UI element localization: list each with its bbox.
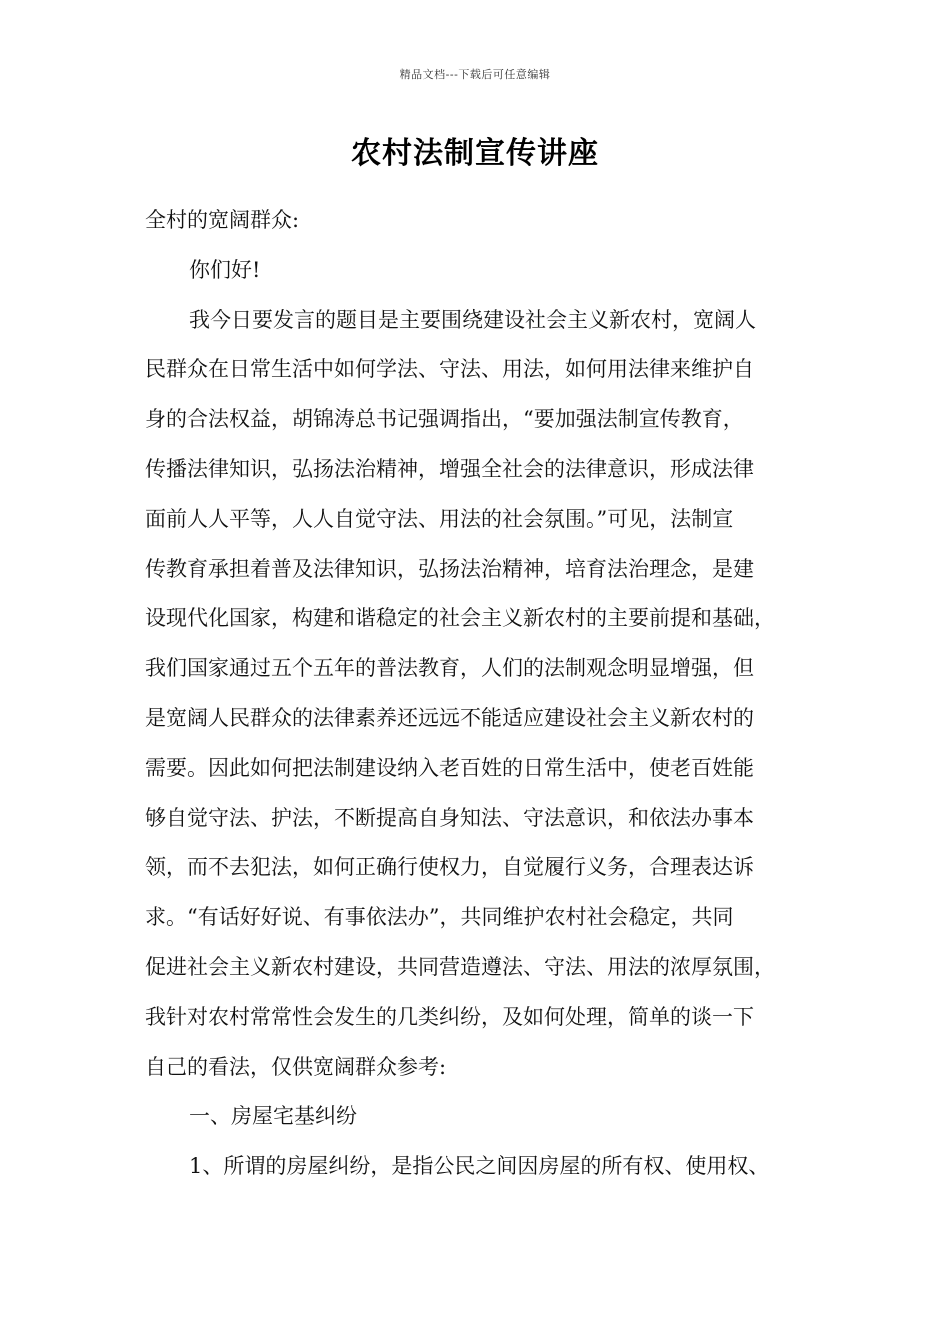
text-line: 我们国家通过五个五年的普法教育，人们的法制观念明显增强，但 (145, 656, 754, 681)
text-line: 是宽阔人民群众的法律素养还远远不能适应建设社会主义新农村的 (145, 705, 754, 730)
text-line: 够自觉守法、护法，不断提高自身知法、守法意识，和依法办事本 (145, 805, 754, 830)
text-line: 1、所谓的房屋纠纷，是指公民之间因房屋的所有权、使用权、 (189, 1154, 770, 1179)
text-line: 我针对农村常常性会发生的几类纠纷，及如何处理，简单的谈一下 (145, 1004, 754, 1029)
text-line: 一、房屋宅基纠纷 (189, 1104, 357, 1129)
text-line: 促进社会主义新农村建设，共同营造遵法、守法、用法的浓厚氛围， (145, 954, 775, 979)
header-note: 精品文档---下载后可任意编辑 (399, 68, 551, 81)
text-line: 面前人人平等，人人自觉守法、用法的社会氛围。”可见，法制宣 (145, 506, 734, 531)
text-line: 传播法律知识，弘扬法治精神，增强全社会的法律意识，形成法律 (145, 456, 754, 481)
text-line: 民群众在日常生活中如何学法、守法、用法，如何用法律来维护自 (145, 357, 754, 382)
text-line: 领，而不去犯法，如何正确行使权力，自觉履行义务，合理表达诉 (145, 855, 754, 880)
document-title: 农村法制宣传讲座 (351, 136, 599, 171)
text-line: 全村的宽阔群众: (145, 208, 300, 232)
text-line: 自己的看法，仅供宽阔群众参考: (145, 1054, 447, 1079)
text-line: 传教育承担着普及法律知识，弘扬法治精神，培育法治理念，是建 (145, 556, 754, 581)
text-line: 需要。因此如何把法制建设纳入老百姓的日常生活中，使老百姓能 (145, 755, 754, 780)
document-body (145, 196, 810, 1192)
text-line: 我今日要发言的题目是主要围绕建设社会主义新农村，宽阔人 (189, 307, 756, 332)
text-line: 你们好! (189, 257, 261, 282)
text-line: 身的合法权益，胡锦涛总书记强调指出，“要加强法制宣传教育， (145, 407, 744, 432)
text-line: 设现代化国家，构建和谐稳定的社会主义新农村的主要前提和基础， (145, 606, 775, 631)
text-line: 求。“有话好好说、有事依法办”，共同维护农村社会稳定，共同 (145, 905, 734, 930)
